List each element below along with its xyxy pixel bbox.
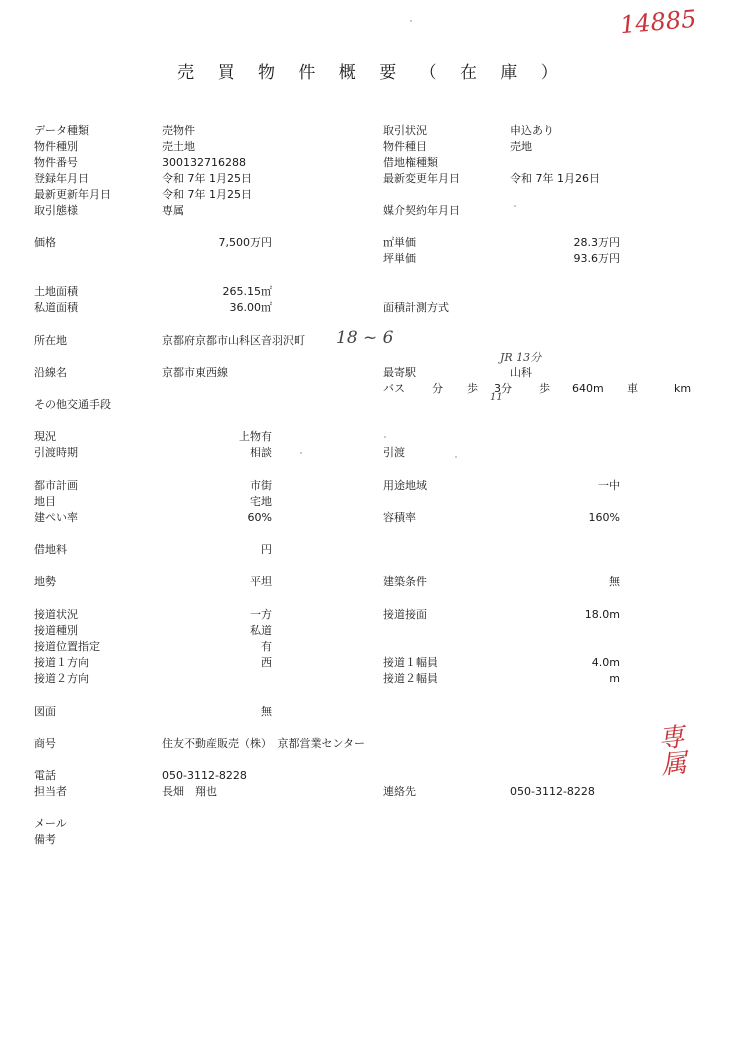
value-land-area: 265.15㎡ bbox=[222, 285, 272, 298]
value-location: 京都府京都市山科区音羽沢町 bbox=[162, 334, 305, 347]
value-last-change-date: 令和 7年 1月26日 bbox=[510, 172, 600, 185]
value-price-per-tsubo: 93.6万円 bbox=[573, 252, 620, 265]
label-property-category: 物件種別 bbox=[34, 140, 78, 153]
label-remarks: 備考 bbox=[34, 833, 56, 846]
value-registration-date: 令和 7年 1月25日 bbox=[162, 172, 252, 185]
scan-speck bbox=[300, 452, 302, 454]
label-road-frontage: 接道接面 bbox=[383, 608, 427, 621]
label-contact: 連絡先 bbox=[383, 785, 416, 798]
value-current-status: 上物有 bbox=[239, 430, 272, 443]
handwritten-walk-note: 11 bbox=[490, 392, 503, 403]
label-property-item: 物件種目 bbox=[383, 140, 427, 153]
value-road2-width: m bbox=[609, 672, 620, 685]
label-private-road-area: 私道面積 bbox=[34, 301, 78, 314]
label-property-number: 物件番号 bbox=[34, 156, 78, 169]
label-road2-direction: 接道２方向 bbox=[34, 672, 89, 685]
label-handover-timing: 引渡時期 bbox=[34, 446, 78, 459]
value-floor-area-ratio: 160% bbox=[588, 511, 620, 524]
value-road1-width: 4.0m bbox=[591, 656, 620, 669]
label-car: 車 bbox=[627, 382, 638, 395]
label-road2-width: 接道２幅員 bbox=[383, 672, 438, 685]
value-last-update-date: 令和 7年 1月25日 bbox=[162, 188, 252, 201]
value-walk-distance: 640m bbox=[572, 382, 604, 395]
label-land-area: 土地面積 bbox=[34, 285, 78, 298]
label-road1-width: 接道１幅員 bbox=[383, 656, 438, 669]
document-title: 売 買 物 件 概 要 （ 在 庫 ） bbox=[177, 63, 567, 83]
label-data-type: データ種類 bbox=[34, 124, 89, 137]
value-property-number: 300132716288 bbox=[162, 156, 246, 169]
label-road-type: 接道種別 bbox=[34, 624, 78, 637]
label-last-change-date: 最新変更年月日 bbox=[383, 172, 460, 185]
value-walk-minutes: 3分 bbox=[494, 382, 512, 395]
handwritten-reference-number: 14885 bbox=[618, 4, 698, 40]
label-road1-direction: 接道１方向 bbox=[34, 656, 89, 669]
value-handover-timing: 相談 bbox=[250, 446, 272, 459]
label-price: 価格 bbox=[34, 236, 56, 249]
label-last-update-date: 最新更新年月日 bbox=[34, 188, 111, 201]
label-registration-date: 登録年月日 bbox=[34, 172, 89, 185]
value-price: 7,500万円 bbox=[218, 236, 272, 249]
value-terrain: 平坦 bbox=[250, 575, 272, 588]
label-drawing: 図面 bbox=[34, 705, 56, 718]
label-city-planning: 都市計画 bbox=[34, 479, 78, 492]
value-railway-line: 京都市東西線 bbox=[162, 366, 228, 379]
label-agency-contract-date: 媒介契約年月日 bbox=[383, 204, 460, 217]
label-bus: バス bbox=[383, 382, 405, 395]
value-trade-name: 住友不動産販売（株） 京都営業センター bbox=[162, 737, 366, 750]
label-bus-minutes: 分 bbox=[432, 382, 443, 395]
scan-speck bbox=[410, 20, 412, 22]
label-location: 所在地 bbox=[34, 334, 67, 347]
value-building-conditions: 無 bbox=[609, 575, 620, 588]
label-coverage-ratio: 建ぺい率 bbox=[34, 511, 78, 524]
value-zoning: 一中 bbox=[598, 479, 620, 492]
label-trade-name: 商号 bbox=[34, 737, 56, 750]
label-walk: 歩 bbox=[467, 382, 478, 395]
label-transaction-status: 取引状況 bbox=[383, 124, 427, 137]
value-road-access-status: 一方 bbox=[250, 608, 272, 621]
value-nearest-station: 山科 bbox=[510, 366, 532, 379]
scan-speck bbox=[384, 436, 386, 438]
label-phone: 電話 bbox=[34, 769, 56, 782]
label-transaction-mode: 取引態様 bbox=[34, 204, 78, 217]
label-leasehold-type: 借地権種類 bbox=[383, 156, 438, 169]
value-person-in-charge: 長畑 翔也 bbox=[162, 785, 217, 798]
value-coverage-ratio: 60% bbox=[247, 511, 272, 524]
label-road-designation: 接道位置指定 bbox=[34, 640, 100, 653]
value-city-planning: 市街 bbox=[250, 479, 272, 492]
label-other-transport: その他交通手段 bbox=[34, 398, 111, 411]
value-road-type: 私道 bbox=[250, 624, 272, 637]
value-property-category: 売土地 bbox=[162, 140, 195, 153]
label-zoning: 用途地域 bbox=[383, 479, 427, 492]
value-road-frontage: 18.0m bbox=[584, 608, 620, 621]
label-railway-line: 沿線名 bbox=[34, 366, 67, 379]
value-price-per-sqm: 28.3万円 bbox=[573, 236, 620, 249]
handwritten-address-suffix: 18 ~ 6 bbox=[336, 328, 394, 348]
label-land-rent: 借地料 bbox=[34, 543, 67, 556]
scan-speck bbox=[455, 456, 457, 458]
handwritten-station-note: JR 13分 bbox=[500, 351, 542, 364]
handwritten-exclusive-stamp: 専属 bbox=[652, 722, 688, 778]
value-road-designation: 有 bbox=[261, 640, 272, 653]
value-land-rent: 円 bbox=[261, 543, 272, 556]
label-terrain: 地勢 bbox=[34, 575, 56, 588]
value-property-item: 売地 bbox=[510, 140, 532, 153]
value-transaction-status: 申込あり bbox=[510, 124, 554, 137]
label-email: メール bbox=[34, 817, 67, 830]
label-person-in-charge: 担当者 bbox=[34, 785, 67, 798]
value-data-type: 売物件 bbox=[162, 124, 195, 137]
label-handover: 引渡 bbox=[383, 446, 405, 459]
value-road1-direction: 西 bbox=[261, 656, 272, 669]
label-price-per-sqm: ㎡単価 bbox=[383, 236, 416, 249]
label-walk-distance: 歩 bbox=[539, 382, 550, 395]
label-land-category: 地目 bbox=[34, 495, 56, 508]
value-private-road-area: 36.00㎡ bbox=[229, 301, 272, 314]
label-floor-area-ratio: 容積率 bbox=[383, 511, 416, 524]
label-road-access-status: 接道状況 bbox=[34, 608, 78, 621]
label-current-status: 現況 bbox=[34, 430, 56, 443]
label-car-unit: km bbox=[674, 382, 692, 395]
label-area-measure-method: 面積計測方式 bbox=[383, 301, 449, 314]
value-drawing: 無 bbox=[261, 705, 272, 718]
value-phone: 050-3112-8228 bbox=[162, 769, 247, 782]
label-price-per-tsubo: 坪単価 bbox=[383, 252, 416, 265]
scan-speck bbox=[514, 205, 516, 207]
value-land-category: 宅地 bbox=[250, 495, 272, 508]
value-transaction-mode: 専属 bbox=[162, 204, 184, 217]
value-contact: 050-3112-8228 bbox=[510, 785, 595, 798]
label-building-conditions: 建築条件 bbox=[383, 575, 427, 588]
label-nearest-station: 最寄駅 bbox=[383, 366, 416, 379]
